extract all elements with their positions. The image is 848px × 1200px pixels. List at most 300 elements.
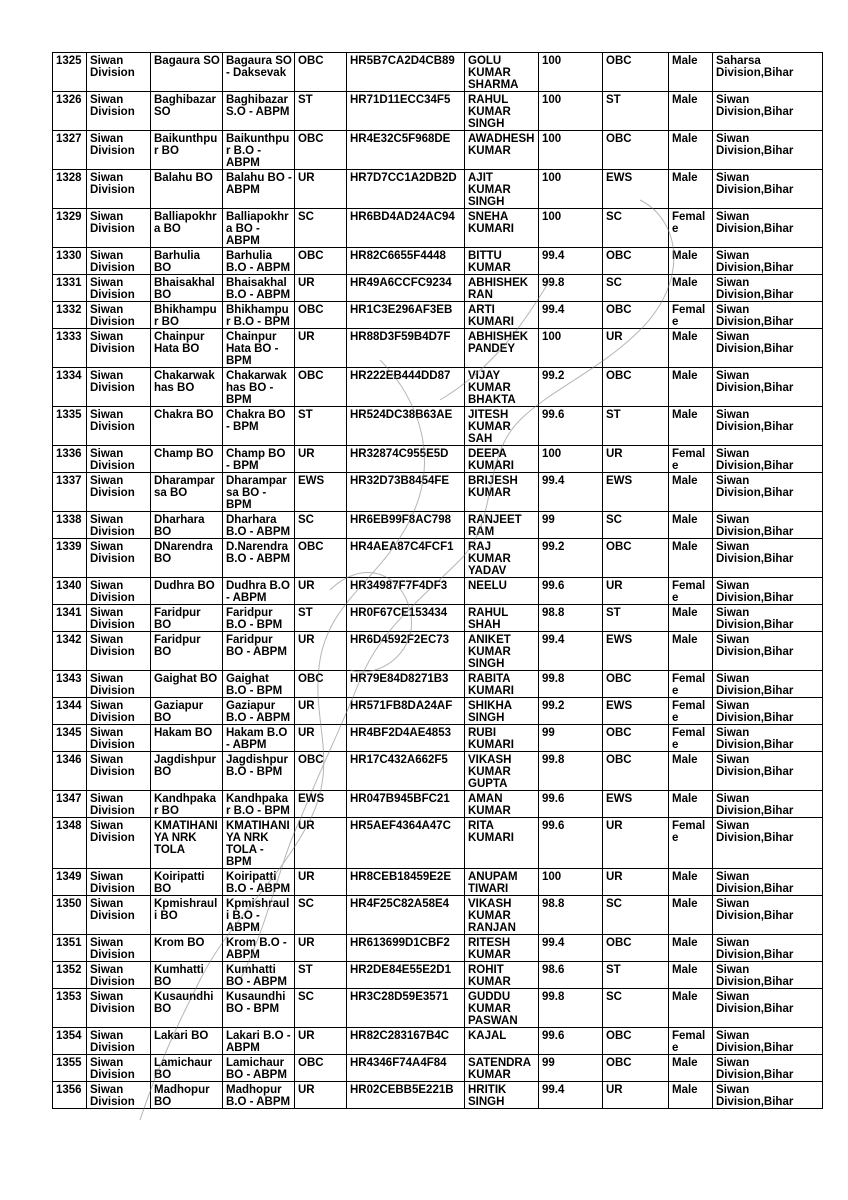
cell-community: OBC	[603, 671, 669, 698]
cell-allocated-division: Siwan Division,Bihar	[713, 209, 823, 248]
cell-registration-no: HR71D11ECC34F5	[347, 92, 465, 131]
cell-office: Bhaisakhal BO	[151, 275, 223, 302]
cell-marks: 99.4	[539, 248, 603, 275]
cell-office: Barhulia BO	[151, 248, 223, 275]
cell-post: Baghibazar S.O - ABPM	[223, 92, 295, 131]
cell-post: Faridpur BO - ABPM	[223, 632, 295, 671]
cell-post: KMATIHANIYA NRK TOLA - BPM	[223, 818, 295, 869]
cell-gender: Male	[669, 752, 713, 791]
cell-gender: Male	[669, 512, 713, 539]
table-row	[53, 725, 823, 752]
cell-sno: 1350	[53, 896, 87, 935]
cell-candidate-name: GOLU KUMAR SHARMA	[465, 53, 539, 92]
cell-post-category: EWS	[295, 791, 347, 818]
cell-gender: Male	[669, 632, 713, 671]
cell-post: Faridpur B.O - BPM	[223, 605, 295, 632]
cell-allocated-division: Siwan Division,Bihar	[713, 1082, 823, 1109]
cell-division: Siwan Division	[87, 935, 151, 962]
cell-community: UR	[603, 446, 669, 473]
cell-candidate-name: VIKASH KUMAR RANJAN	[465, 896, 539, 935]
cell-division: Siwan Division	[87, 605, 151, 632]
cell-sno: 1335	[53, 407, 87, 446]
cell-office: Chakra BO	[151, 407, 223, 446]
cell-marks: 99.8	[539, 275, 603, 302]
cell-sno: 1336	[53, 446, 87, 473]
cell-marks: 99.2	[539, 368, 603, 407]
cell-community: OBC	[603, 539, 669, 578]
cell-allocated-division: Siwan Division,Bihar	[713, 329, 823, 368]
cell-community: EWS	[603, 632, 669, 671]
cell-post: Lakari B.O - ABPM	[223, 1028, 295, 1055]
cell-community: OBC	[603, 248, 669, 275]
cell-marks: 100	[539, 209, 603, 248]
cell-division: Siwan Division	[87, 632, 151, 671]
cell-sno: 1328	[53, 170, 87, 209]
cell-community: EWS	[603, 170, 669, 209]
cell-candidate-name: NEELU	[465, 578, 539, 605]
cell-marks: 100	[539, 92, 603, 131]
cell-community: ST	[603, 962, 669, 989]
cell-post: Hakam B.O - ABPM	[223, 725, 295, 752]
cell-community: UR	[603, 578, 669, 605]
cell-post: Dharamparsa BO - BPM	[223, 473, 295, 512]
cell-post: Balliapokhra BO - ABPM	[223, 209, 295, 248]
cell-registration-no: HR1C3E296AF3EB	[347, 302, 465, 329]
cell-marks: 99	[539, 512, 603, 539]
cell-post-category: OBC	[295, 368, 347, 407]
table-row	[53, 791, 823, 818]
cell-post-category: ST	[295, 962, 347, 989]
cell-sno: 1338	[53, 512, 87, 539]
cell-post-category: UR	[295, 1028, 347, 1055]
cell-gender: Female	[669, 671, 713, 698]
cell-marks: 99.8	[539, 752, 603, 791]
cell-community: SC	[603, 275, 669, 302]
cell-sno: 1343	[53, 671, 87, 698]
cell-marks: 100	[539, 446, 603, 473]
table-row	[53, 170, 823, 209]
cell-allocated-division: Siwan Division,Bihar	[713, 407, 823, 446]
cell-post-category: ST	[295, 605, 347, 632]
cell-allocated-division: Siwan Division,Bihar	[713, 605, 823, 632]
cell-registration-no: HR047B945BFC21	[347, 791, 465, 818]
cell-gender: Female	[669, 725, 713, 752]
cell-candidate-name: RITA KUMARI	[465, 818, 539, 869]
cell-division: Siwan Division	[87, 725, 151, 752]
cell-allocated-division: Siwan Division,Bihar	[713, 92, 823, 131]
cell-gender: Male	[669, 605, 713, 632]
cell-allocated-division: Siwan Division,Bihar	[713, 131, 823, 170]
cell-office: Champ BO	[151, 446, 223, 473]
cell-marks: 98.6	[539, 962, 603, 989]
cell-division: Siwan Division	[87, 962, 151, 989]
cell-post: Koiripatti B.O - ABPM	[223, 869, 295, 896]
table-row	[53, 53, 823, 92]
cell-post: Chakra BO - BPM	[223, 407, 295, 446]
cell-candidate-name: ROHIT KUMAR	[465, 962, 539, 989]
cell-office: Kumhatti BO	[151, 962, 223, 989]
table-row	[53, 632, 823, 671]
cell-allocated-division: Siwan Division,Bihar	[713, 698, 823, 725]
table-row	[53, 248, 823, 275]
cell-community: UR	[603, 869, 669, 896]
cell-community: UR	[603, 1082, 669, 1109]
cell-gender: Male	[669, 1082, 713, 1109]
cell-office: Faridpur BO	[151, 632, 223, 671]
cell-allocated-division: Siwan Division,Bihar	[713, 170, 823, 209]
table-row	[53, 92, 823, 131]
cell-division: Siwan Division	[87, 131, 151, 170]
cell-post-category: UR	[295, 725, 347, 752]
cell-allocated-division: Siwan Division,Bihar	[713, 896, 823, 935]
cell-post-category: UR	[295, 698, 347, 725]
cell-office: Balliapokhra BO	[151, 209, 223, 248]
cell-sno: 1347	[53, 791, 87, 818]
cell-sno: 1333	[53, 329, 87, 368]
cell-candidate-name: JITESH KUMAR SAH	[465, 407, 539, 446]
cell-gender: Male	[669, 248, 713, 275]
cell-registration-no: HR5AEF4364A47C	[347, 818, 465, 869]
table-row	[53, 962, 823, 989]
cell-office: Faridpur BO	[151, 605, 223, 632]
cell-office: KMATIHANIYA NRK TOLA	[151, 818, 223, 869]
cell-registration-no: HR17C432A662F5	[347, 752, 465, 791]
cell-allocated-division: Siwan Division,Bihar	[713, 1028, 823, 1055]
cell-gender: Female	[669, 302, 713, 329]
cell-gender: Male	[669, 962, 713, 989]
cell-allocated-division: Siwan Division,Bihar	[713, 302, 823, 329]
cell-post-category: UR	[295, 632, 347, 671]
cell-division: Siwan Division	[87, 1055, 151, 1082]
results-table	[52, 52, 823, 1109]
cell-community: EWS	[603, 791, 669, 818]
cell-post-category: ST	[295, 92, 347, 131]
cell-post: Gaighat B.O - BPM	[223, 671, 295, 698]
cell-community: UR	[603, 329, 669, 368]
cell-division: Siwan Division	[87, 248, 151, 275]
cell-community: OBC	[603, 368, 669, 407]
cell-office: Bhikhampur BO	[151, 302, 223, 329]
cell-marks: 99.4	[539, 1082, 603, 1109]
cell-post: Kpmishrauli B.O - ABPM	[223, 896, 295, 935]
table-row	[53, 989, 823, 1028]
cell-sno: 1332	[53, 302, 87, 329]
cell-division: Siwan Division	[87, 1028, 151, 1055]
cell-allocated-division: Siwan Division,Bihar	[713, 512, 823, 539]
cell-gender: Male	[669, 935, 713, 962]
cell-sno: 1353	[53, 989, 87, 1028]
cell-registration-no: HR4BF2D4AE4853	[347, 725, 465, 752]
table-row	[53, 1082, 823, 1109]
cell-sno: 1346	[53, 752, 87, 791]
table-row	[53, 869, 823, 896]
table-row	[53, 446, 823, 473]
cell-division: Siwan Division	[87, 92, 151, 131]
cell-gender: Male	[669, 275, 713, 302]
cell-office: Dudhra BO	[151, 578, 223, 605]
cell-community: SC	[603, 896, 669, 935]
cell-gender: Male	[669, 791, 713, 818]
cell-candidate-name: RUBI KUMARI	[465, 725, 539, 752]
cell-division: Siwan Division	[87, 791, 151, 818]
cell-division: Siwan Division	[87, 329, 151, 368]
cell-sno: 1331	[53, 275, 87, 302]
cell-post: Gaziapur B.O - ABPM	[223, 698, 295, 725]
cell-office: Kusaundhi BO	[151, 989, 223, 1028]
cell-candidate-name: HRITIK SINGH	[465, 1082, 539, 1109]
cell-marks: 100	[539, 170, 603, 209]
cell-post: Lamichaur BO - ABPM	[223, 1055, 295, 1082]
cell-sno: 1329	[53, 209, 87, 248]
cell-registration-no: HR88D3F59B4D7F	[347, 329, 465, 368]
cell-candidate-name: ABHISHEK RAN	[465, 275, 539, 302]
cell-registration-no: HR8CEB18459E2E	[347, 869, 465, 896]
cell-sno: 1356	[53, 1082, 87, 1109]
cell-registration-no: HR82C6655F4448	[347, 248, 465, 275]
table-row	[53, 473, 823, 512]
cell-marks: 99.8	[539, 671, 603, 698]
cell-office: Gaighat BO	[151, 671, 223, 698]
cell-post-category: OBC	[295, 752, 347, 791]
cell-marks: 98.8	[539, 896, 603, 935]
cell-allocated-division: Siwan Division,Bihar	[713, 818, 823, 869]
cell-registration-no: HR7D7CC1A2DB2D	[347, 170, 465, 209]
cell-gender: Female	[669, 446, 713, 473]
cell-office: Baghibazar SO	[151, 92, 223, 131]
cell-gender: Female	[669, 209, 713, 248]
cell-registration-no: HR222EB444DD87	[347, 368, 465, 407]
cell-registration-no: HR524DC38B63AE	[347, 407, 465, 446]
cell-community: OBC	[603, 53, 669, 92]
table-row	[53, 578, 823, 605]
cell-sno: 1340	[53, 578, 87, 605]
cell-candidate-name: RANJEET RAM	[465, 512, 539, 539]
cell-candidate-name: RAJ KUMAR YADAV	[465, 539, 539, 578]
cell-post: Madhopur B.O - ABPM	[223, 1082, 295, 1109]
cell-post-category: OBC	[295, 53, 347, 92]
cell-post: Kandhpakar B.O - BPM	[223, 791, 295, 818]
cell-post-category: SC	[295, 512, 347, 539]
cell-community: ST	[603, 407, 669, 446]
cell-marks: 99.4	[539, 632, 603, 671]
cell-gender: Male	[669, 53, 713, 92]
cell-sno: 1352	[53, 962, 87, 989]
cell-post: Baikunthpur B.O - ABPM	[223, 131, 295, 170]
cell-post: Krom B.O - ABPM	[223, 935, 295, 962]
cell-candidate-name: SATENDRA KUMAR	[465, 1055, 539, 1082]
cell-marks: 99.6	[539, 578, 603, 605]
cell-registration-no: HR4F25C82A58E4	[347, 896, 465, 935]
cell-marks: 99.4	[539, 935, 603, 962]
cell-gender: Male	[669, 368, 713, 407]
cell-office: Kpmishrauli BO	[151, 896, 223, 935]
table-row	[53, 605, 823, 632]
cell-community: EWS	[603, 698, 669, 725]
cell-candidate-name: KAJAL	[465, 1028, 539, 1055]
cell-office: Lakari BO	[151, 1028, 223, 1055]
table-row	[53, 131, 823, 170]
cell-post-category: UR	[295, 170, 347, 209]
cell-post-category: UR	[295, 329, 347, 368]
cell-candidate-name: ANUPAM TIWARI	[465, 869, 539, 896]
cell-post: Chainpur Hata BO - BPM	[223, 329, 295, 368]
table-row	[53, 539, 823, 578]
cell-sno: 1345	[53, 725, 87, 752]
cell-post-category: UR	[295, 935, 347, 962]
cell-marks: 99.4	[539, 302, 603, 329]
cell-candidate-name: AWADHESH KUMAR	[465, 131, 539, 170]
table-row	[53, 671, 823, 698]
table-row	[53, 896, 823, 935]
cell-post: Jagdishpur B.O - BPM	[223, 752, 295, 791]
cell-allocated-division: Siwan Division,Bihar	[713, 869, 823, 896]
cell-community: SC	[603, 209, 669, 248]
cell-post: Chakarwakhas BO - BPM	[223, 368, 295, 407]
cell-candidate-name: RABITA KUMARI	[465, 671, 539, 698]
cell-candidate-name: BRIJESH KUMAR	[465, 473, 539, 512]
table-row	[53, 275, 823, 302]
cell-division: Siwan Division	[87, 578, 151, 605]
table-row	[53, 512, 823, 539]
cell-gender: Female	[669, 698, 713, 725]
cell-allocated-division: Siwan Division,Bihar	[713, 578, 823, 605]
cell-candidate-name: SHIKHA SINGH	[465, 698, 539, 725]
cell-registration-no: HR571FB8DA24AF	[347, 698, 465, 725]
cell-allocated-division: Siwan Division,Bihar	[713, 446, 823, 473]
cell-post-category: SC	[295, 896, 347, 935]
cell-community: OBC	[603, 725, 669, 752]
cell-division: Siwan Division	[87, 698, 151, 725]
cell-candidate-name: GUDDU KUMAR PASWAN	[465, 989, 539, 1028]
cell-post: Bhikhampur B.O - BPM	[223, 302, 295, 329]
cell-division: Siwan Division	[87, 869, 151, 896]
cell-gender: Male	[669, 473, 713, 512]
cell-gender: Male	[669, 869, 713, 896]
cell-post: D.Narendra B.O - ABPM	[223, 539, 295, 578]
cell-marks: 99.6	[539, 818, 603, 869]
cell-candidate-name: DEEPA KUMARI	[465, 446, 539, 473]
cell-division: Siwan Division	[87, 275, 151, 302]
cell-sno: 1354	[53, 1028, 87, 1055]
table-body	[53, 53, 823, 1109]
table-row	[53, 407, 823, 446]
cell-allocated-division: Siwan Division,Bihar	[713, 539, 823, 578]
cell-registration-no: HR82C283167B4C	[347, 1028, 465, 1055]
cell-post-category: SC	[295, 209, 347, 248]
cell-community: OBC	[603, 131, 669, 170]
cell-division: Siwan Division	[87, 989, 151, 1028]
cell-sno: 1339	[53, 539, 87, 578]
table-row	[53, 752, 823, 791]
cell-division: Siwan Division	[87, 53, 151, 92]
table-row	[53, 818, 823, 869]
cell-candidate-name: SNEHA KUMARI	[465, 209, 539, 248]
cell-division: Siwan Division	[87, 407, 151, 446]
cell-candidate-name: VIKASH KUMAR GUPTA	[465, 752, 539, 791]
cell-gender: Female	[669, 818, 713, 869]
cell-registration-no: HR49A6CCFC9234	[347, 275, 465, 302]
cell-marks: 100	[539, 131, 603, 170]
cell-division: Siwan Division	[87, 752, 151, 791]
cell-office: Kandhpakar BO	[151, 791, 223, 818]
cell-gender: Female	[669, 1028, 713, 1055]
table-row	[53, 368, 823, 407]
cell-post-category: UR	[295, 578, 347, 605]
cell-sno: 1337	[53, 473, 87, 512]
cell-office: Koiripatti BO	[151, 869, 223, 896]
cell-registration-no: HR0F67CE153434	[347, 605, 465, 632]
cell-candidate-name: RITESH KUMAR	[465, 935, 539, 962]
cell-registration-no: HR5B7CA2D4CB89	[347, 53, 465, 92]
cell-allocated-division: Siwan Division,Bihar	[713, 791, 823, 818]
cell-post-category: SC	[295, 989, 347, 1028]
cell-office: Gaziapur BO	[151, 698, 223, 725]
table-row	[53, 935, 823, 962]
cell-allocated-division: Siwan Division,Bihar	[713, 368, 823, 407]
cell-registration-no: HR613699D1CBF2	[347, 935, 465, 962]
cell-community: SC	[603, 512, 669, 539]
cell-sno: 1327	[53, 131, 87, 170]
cell-registration-no: HR6D4592F2EC73	[347, 632, 465, 671]
cell-registration-no: HR6EB99F8AC798	[347, 512, 465, 539]
cell-sno: 1342	[53, 632, 87, 671]
cell-registration-no: HR2DE84E55E2D1	[347, 962, 465, 989]
cell-community: OBC	[603, 1055, 669, 1082]
cell-office: Krom BO	[151, 935, 223, 962]
cell-sno: 1348	[53, 818, 87, 869]
cell-community: OBC	[603, 302, 669, 329]
cell-candidate-name: BITTU KUMAR	[465, 248, 539, 275]
table-row	[53, 302, 823, 329]
cell-post-category: OBC	[295, 248, 347, 275]
cell-office: Baikunthpur BO	[151, 131, 223, 170]
cell-marks: 99	[539, 725, 603, 752]
cell-gender: Male	[669, 329, 713, 368]
cell-post-category: UR	[295, 869, 347, 896]
cell-registration-no: HR34987F7F4DF3	[347, 578, 465, 605]
cell-sno: 1351	[53, 935, 87, 962]
cell-allocated-division: Siwan Division,Bihar	[713, 473, 823, 512]
cell-office: Balahu BO	[151, 170, 223, 209]
cell-division: Siwan Division	[87, 170, 151, 209]
cell-registration-no: HR3C28D59E3571	[347, 989, 465, 1028]
cell-post: Kumhatti BO - ABPM	[223, 962, 295, 989]
cell-post-category: OBC	[295, 302, 347, 329]
cell-division: Siwan Division	[87, 512, 151, 539]
cell-sno: 1341	[53, 605, 87, 632]
cell-post: Dudhra B.O - ABPM	[223, 578, 295, 605]
cell-sno: 1334	[53, 368, 87, 407]
cell-division: Siwan Division	[87, 671, 151, 698]
cell-gender: Male	[669, 1055, 713, 1082]
cell-division: Siwan Division	[87, 896, 151, 935]
cell-post-category: OBC	[295, 131, 347, 170]
cell-division: Siwan Division	[87, 368, 151, 407]
cell-post: Barhulia B.O - ABPM	[223, 248, 295, 275]
cell-registration-no: HR4E32C5F968DE	[347, 131, 465, 170]
cell-office: Chainpur Hata BO	[151, 329, 223, 368]
cell-gender: Male	[669, 896, 713, 935]
cell-office: Bagaura SO	[151, 53, 223, 92]
cell-allocated-division: Siwan Division,Bihar	[713, 671, 823, 698]
cell-division: Siwan Division	[87, 818, 151, 869]
cell-gender: Male	[669, 407, 713, 446]
cell-gender: Male	[669, 92, 713, 131]
cell-allocated-division: Siwan Division,Bihar	[713, 725, 823, 752]
cell-allocated-division: Siwan Division,Bihar	[713, 632, 823, 671]
cell-post-category: UR	[295, 275, 347, 302]
cell-office: Jagdishpur BO	[151, 752, 223, 791]
